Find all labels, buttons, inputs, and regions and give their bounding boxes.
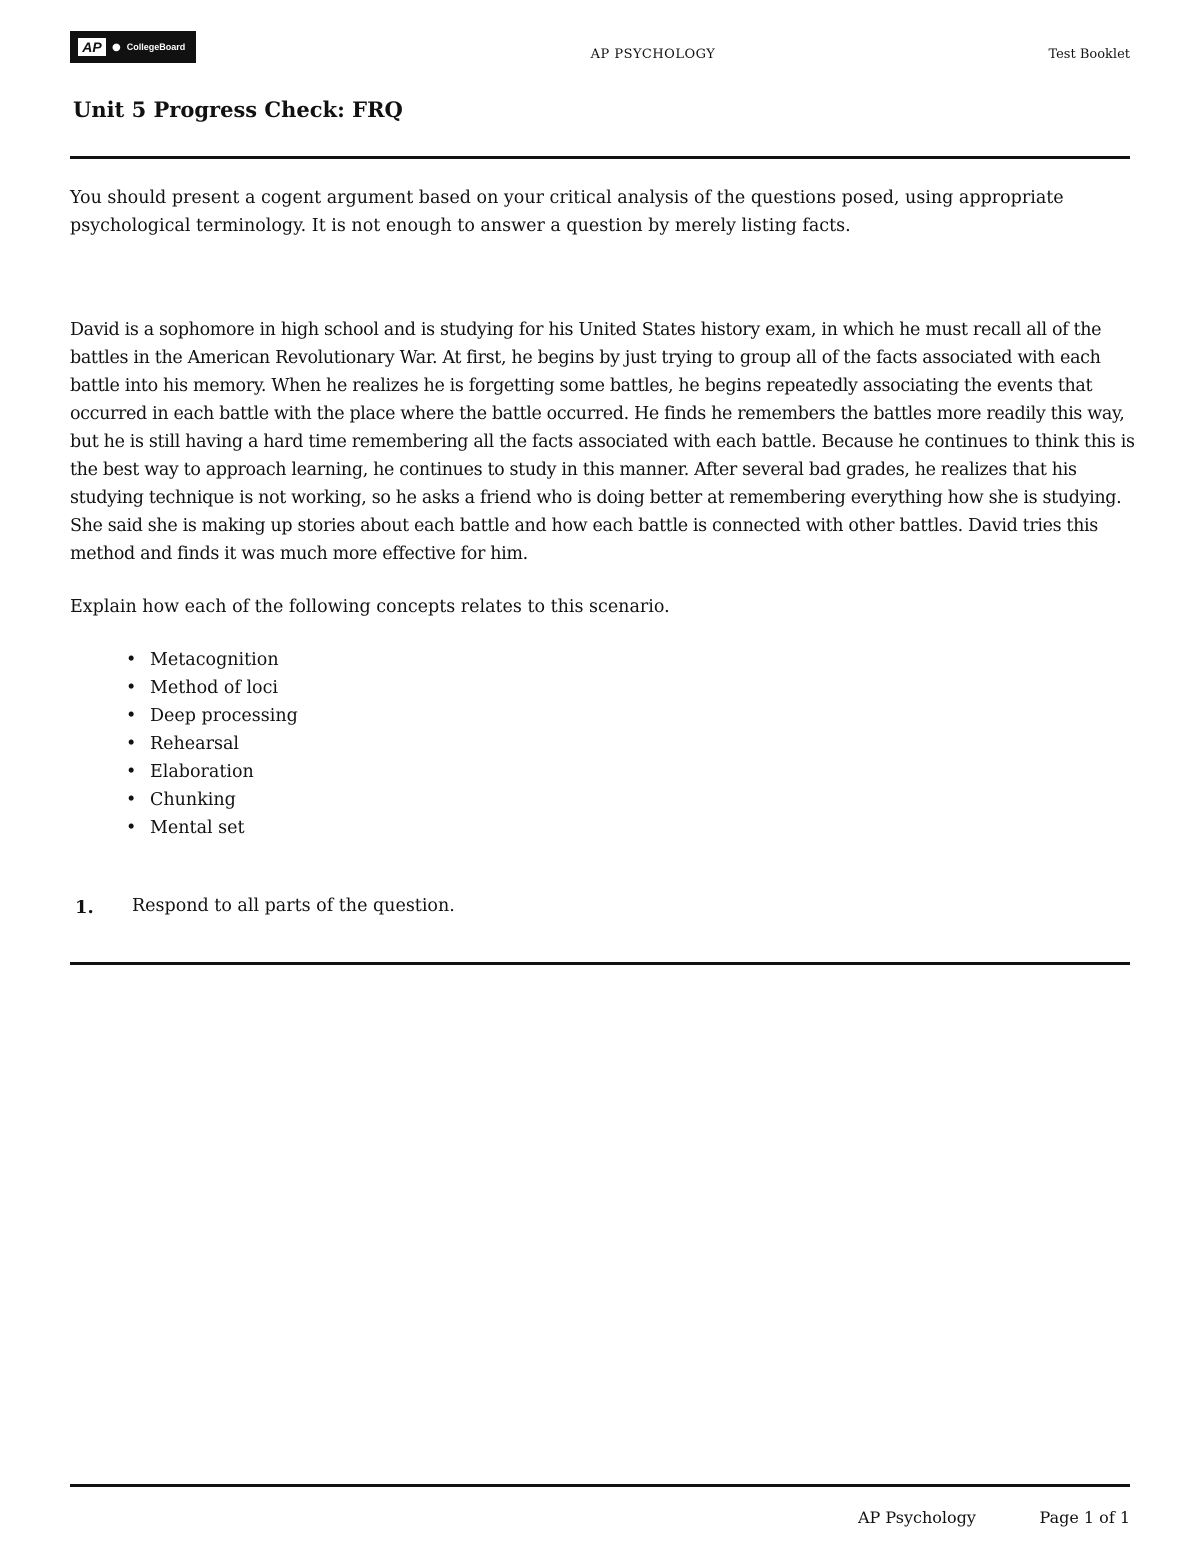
logo-ap-mark: AP [78, 38, 106, 56]
instructions-paragraph: You should present a cogent argument based on your critical analysis of the questions posed, using appropriate psychological terminology. It is not enough to answer a question by merely listing facts. [70, 188, 1064, 236]
bullet-icon: • [126, 818, 137, 838]
question-divider [70, 962, 1130, 965]
scenario-paragraph: David is a sophomore in high school and is studying for his United States history exam, in which he must recall all of the battles in the American Revolutionary War. At first, he begins by just trying to group all of the facts associated with each battle into his memory. When he realizes he is forgetting some battles, he begins repeatedly associating the events that occurred in each battle with the place where the battle occurred. He finds he remembers the battles more readily this way, but he is still having a hard time remembering all the facts associated with each battle. Because he continues to think this is the best way to approach learning, he continues to study in this manner. After several bad grades, he realizes that his studying technique is not working, so he asks a friend who is doing better at remembering everything how she is studying. She said she is making up stories about each battle and how each battle is connected with other battles. David tries this method and finds it was much more effective for him. [70, 320, 1135, 564]
concept-label: Method of loci [150, 678, 278, 698]
footer-course-name: AP Psychology [858, 1508, 976, 1527]
list-item [126, 814, 298, 842]
concept-label: Rehearsal [150, 734, 239, 754]
concept-label: Mental set [150, 818, 245, 838]
prompt-paragraph: Explain how each of the following concepts relates to this scenario. [70, 597, 670, 617]
logo-brand-name: CollegeBoard [126, 42, 186, 52]
footer-divider [70, 1484, 1130, 1487]
list-item [126, 674, 298, 702]
bullet-icon: • [126, 650, 137, 670]
header-booklet-label: Test Booklet [1048, 47, 1130, 62]
list-item [126, 758, 298, 786]
page-title: Unit 5 Progress Check: FRQ [73, 97, 403, 122]
concept-list [126, 646, 298, 842]
list-item [126, 730, 298, 758]
concept-label: Deep processing [150, 706, 298, 726]
concept-label: Metacognition [150, 650, 279, 670]
bullet-icon: • [126, 734, 137, 754]
concept-label: Chunking [150, 790, 236, 810]
title-divider [70, 156, 1130, 159]
bullet-icon: • [126, 762, 137, 782]
bullet-icon: • [126, 790, 137, 810]
page-number: Page 1 of 1 [1039, 1508, 1130, 1527]
bullet-icon: • [126, 706, 137, 726]
question-text: Respond to all parts of the question. [132, 896, 455, 916]
acorn-icon: ● [112, 41, 121, 53]
list-item [126, 786, 298, 814]
list-item [126, 702, 298, 730]
concept-label: Elaboration [150, 762, 254, 782]
bullet-icon: • [126, 678, 137, 698]
list-item [126, 646, 298, 674]
question-number: 1. [75, 897, 94, 918]
header-course-name: AP PSYCHOLOGY [590, 47, 716, 62]
